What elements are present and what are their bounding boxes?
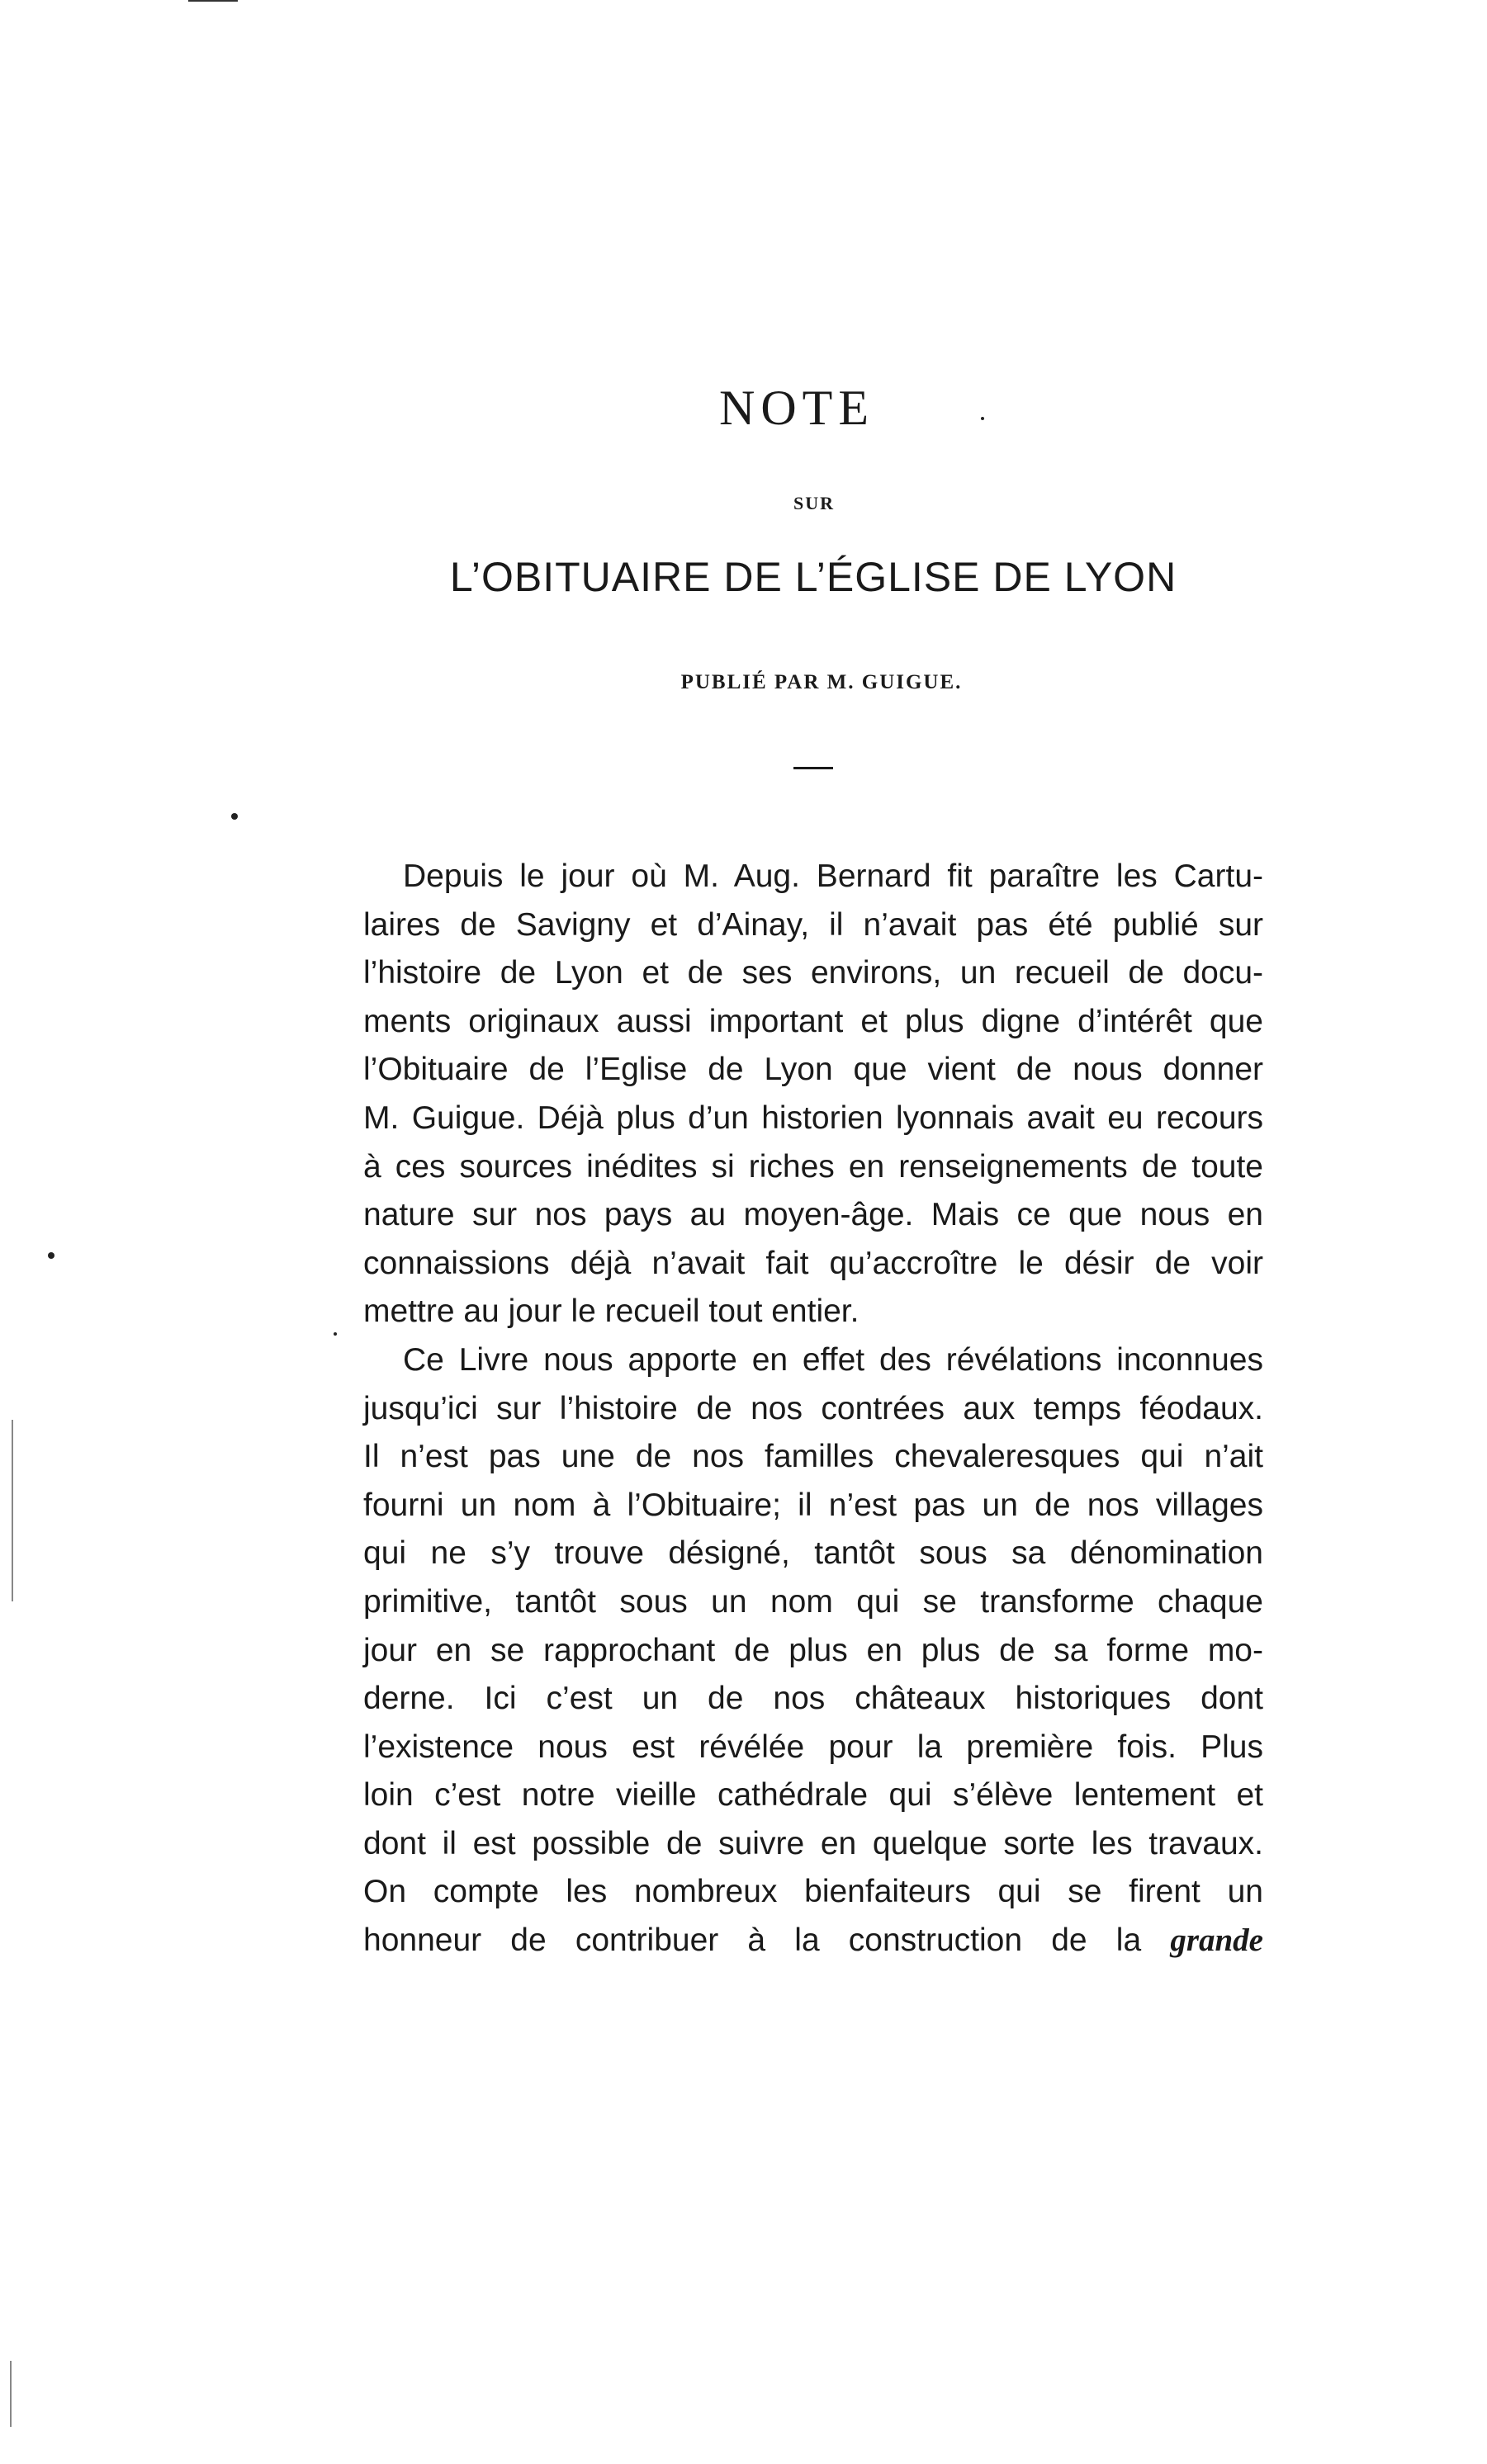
scan-mark	[10, 2361, 12, 2427]
text-line: Il n’est pas une de nos familles chevaleresques qui n’ait	[363, 1439, 1263, 1475]
text-line: ments originaux aussi important et plus digne d’intérêt que	[363, 1003, 1263, 1039]
section-divider	[793, 767, 833, 769]
scan-speck	[48, 1252, 54, 1259]
text-line: Depuis le jour où M. Aug. Bernard fit paraître les Cartu-	[403, 858, 1263, 894]
text-line: à ces sources inédites si riches en renseignements de toute	[363, 1148, 1263, 1185]
text-line: jour en se rapprochant de plus en plus de sa forme mo-	[363, 1632, 1263, 1668]
text-line: l’histoire de Lyon et de ses environs, un recueil de docu-	[363, 955, 1263, 991]
body-text	[363, 853, 1263, 1965]
text-line: laires de Savigny et d’Ainay, il n’avait pas été publié sur	[363, 906, 1263, 943]
scan-mark	[12, 1420, 13, 1601]
byline: PUBLIÉ PAR M. GUIGUE.	[680, 671, 963, 693]
text-line: Ce Livre nous apporte en effet des révélations inconnues	[403, 1341, 1263, 1378]
scan-mark	[188, 0, 238, 2]
text-line: derne. Ici c’est un de nos châteaux historiques dont	[363, 1681, 1263, 1717]
title-connector: SUR	[793, 493, 835, 513]
italic-word: grande	[1170, 1922, 1263, 1959]
text-line: qui ne s’y trouve désigné, tantôt sous sa dénomination	[363, 1535, 1263, 1572]
text-line: primitive, tantôt sous un nom qui se transforme chaque	[363, 1583, 1263, 1620]
text-line: On compte les nombreux bienfaiteurs qui se firent un	[363, 1874, 1263, 1910]
page-subtitle: L’OBITUAIRE DE L’ÉGLISE DE LYON	[449, 554, 1177, 600]
text-line: nature sur nos pays au moyen-âge. Mais ce que nous en	[363, 1197, 1263, 1233]
text-line: dont il est possible de suivre en quelque sorte les travaux.	[363, 1825, 1263, 1861]
final-line-text: honneur de contribuer à la construction de la	[363, 1922, 1142, 1959]
text-line: mettre au jour le recueil tout entier.	[363, 1293, 860, 1330]
text-line: jusqu’ici sur l’histoire de nos contrées aux temps féodaux.	[363, 1390, 1263, 1426]
text-line: fourni un nom à l’Obituaire; il n’est pas un de nos villages	[363, 1487, 1263, 1523]
text-line: l’existence nous est révélée pour la première fois. Plus	[363, 1729, 1263, 1765]
scan-speck	[231, 813, 238, 820]
text-line: loin c’est notre vieille cathédrale qui s’élève lentement et	[363, 1777, 1263, 1814]
scan-speck	[334, 1332, 337, 1336]
text-line: l’Obituaire de l’Eglise de Lyon que vient de nous donner	[363, 1052, 1263, 1088]
text-line: M. Guigue. Déjà plus d’un historien lyonnais avait eu recours	[363, 1100, 1263, 1136]
text-line-final	[363, 1917, 1263, 1965]
text-line: connaissions déjà n’avait fait qu’accroître le désir de voir	[363, 1245, 1263, 1281]
scan-speck	[981, 417, 984, 420]
page-title: NOTE	[719, 381, 874, 435]
